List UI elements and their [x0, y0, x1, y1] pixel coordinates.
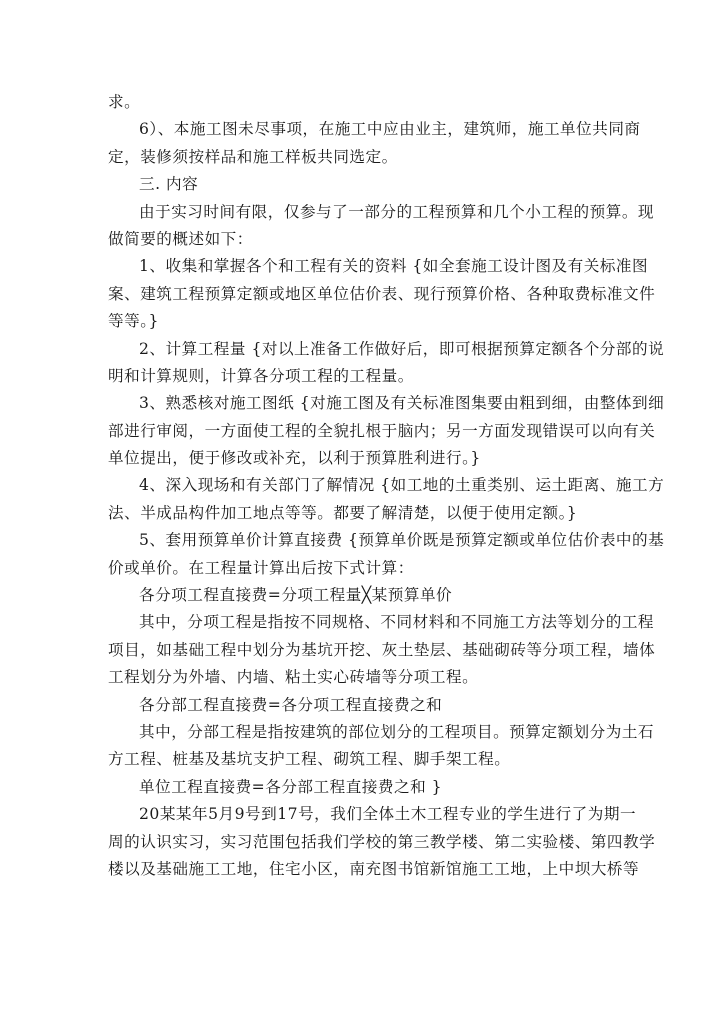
text-line: 项目，如基础工程中划分为基坑开挖、灰土垫层、基础砌砖等分项工程，墙体: [108, 640, 656, 659]
text-line: 4、深入现场和有关部门了解情况 {如工地的土重类别、运土距离、施工方: [139, 476, 665, 495]
text-line: 方工程、桩基及基坑支护工程、砌筑工程、脚手架工程。: [108, 750, 511, 769]
document-body: [108, 89, 665, 883]
text-line: 6）、本施工图未尽事项，在施工中应由业主，建筑师，施工单位共同商: [139, 120, 641, 139]
text-line: 各分部工程直接费=各分项工程直接费之和: [139, 695, 443, 714]
text-line: 1、收集和掌握各个和工程有关的资料 {如全套施工设计图及有关标准图: [139, 257, 649, 276]
text-line: 20某某年5月9号到17号，我们全体土木工程专业的学生进行了为期一: [139, 805, 637, 824]
text-line: 单位工程直接费=各分部工程直接费之和 }: [139, 777, 443, 796]
text-line: 部进行审阅，一方面使工程的全貌扎根于脑内；另一方面发现错误可以向有关: [108, 421, 656, 440]
text-line: 定，装修须按样品和施工样板共同选定。: [108, 147, 398, 166]
text-line: 求。: [108, 93, 141, 111]
text-line: 周的认识实习，实习范围包括我们学校的第三教学楼、第二实验楼、第四教学: [108, 832, 656, 851]
text-line: 价或单价。在工程量计算出后按下式计算：: [108, 558, 414, 577]
text-line: 单位提出，便于修改或补充，以利于预算胜利进行。}: [108, 449, 481, 468]
text-line: 法、半成品构件加工地点等等。都要了解清楚，以便于使用定额。}: [108, 503, 578, 522]
text-line: 其中，分项工程是指按不同规格、不同材料和不同施工方法等划分的工程: [139, 613, 655, 632]
text-line: 明和计算规则，计算各分项工程的工程量。: [108, 366, 414, 385]
text-line: 工程划分为外墙、内墙、粘土实心砖墙等分项工程。: [108, 668, 479, 687]
text-line: 三. 内容: [139, 175, 199, 194]
text-line: 做简要的概述如下：: [108, 229, 253, 248]
text-line: 各分项工程直接费=分项工程量╳某预算单价: [139, 586, 453, 605]
text-line: 3、熟悉核对施工图纸 {对施工图及有关标准图集要由粗到细，由整体到细: [139, 394, 665, 413]
text-line: 5、套用预算单价计算直接费 {预算单价既是预算定额或单位估价表中的基: [139, 531, 665, 550]
text-line: 案、建筑工程预算定额或地区单位估价表、现行预算价格、各种取费标准文件: [108, 284, 656, 303]
text-line: 由于实习时间有限，仅参与了一部分的工程预算和几个小工程的预算。现: [139, 202, 655, 221]
text-line: 2、计算工程量 {对以上准备工作做好后，即可根据预算定额各个分部的说: [139, 339, 665, 358]
text-line: 楼以及基础施工工地，住宅小区，南充图书馆新馆施工工地，上中坝大桥等: [108, 859, 640, 878]
text-line: 其中，分部工程是指按建筑的部位划分的工程项目。预算定额划分为土石: [139, 722, 655, 741]
text-line: 等等。}: [108, 312, 159, 331]
